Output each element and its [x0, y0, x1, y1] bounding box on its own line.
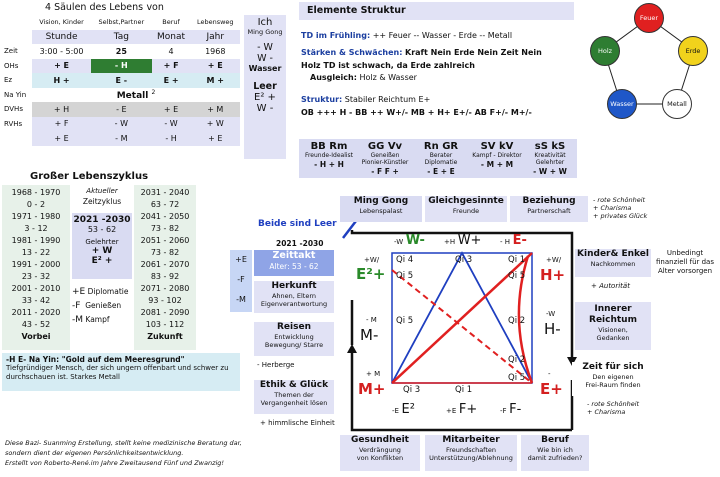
zeitzyklus-label: Zeitzyklus [82, 197, 122, 206]
ez-cell: H + [53, 75, 70, 85]
gleichgesinnte-box [425, 196, 507, 222]
ethik-title: Ethik & Glück [259, 380, 329, 390]
zeittakt-elements [230, 250, 252, 312]
stat-value: - E + E [427, 167, 455, 176]
cycle-years: 2071 - 2080 [140, 284, 190, 293]
qi-label: Qi 5 [508, 373, 526, 383]
cycle-age: 63 - 72 [150, 200, 180, 209]
qi-label: Qi 1 [455, 385, 473, 395]
role-cell: Beruf [162, 18, 180, 27]
right-small-2: -W [546, 310, 556, 318]
nayin-value: Metall [116, 90, 149, 101]
gleichgesinnte-title: Gleichgesinnte [428, 196, 504, 206]
dvhs-cell: - E [116, 104, 127, 114]
innerer-title-2: Reichtum [589, 315, 637, 325]
ohs-cell: + E [207, 61, 223, 71]
ich-sub: Ming Gong [247, 28, 283, 36]
rvhs-cell: - W [114, 119, 128, 129]
big-label: F+ [458, 402, 478, 417]
stat-title: BB Rm [310, 141, 348, 152]
leer-value: E² + [254, 92, 276, 103]
bottom-label-2 [446, 402, 477, 417]
holz-label: Holz [597, 47, 613, 55]
rvhs-cell: - H [165, 133, 177, 143]
row-label: Zeit [4, 47, 18, 56]
pillars-title-text: 4 Säulen des Lebens [45, 2, 144, 13]
zt-element: -F [237, 275, 245, 284]
stat-value: - M + M [480, 160, 514, 169]
left-small-1: +W/ [364, 256, 380, 264]
beruf-sub: Wie bin ich [537, 446, 573, 454]
cycle-age: 0 - 2 [26, 200, 46, 209]
innerer-title: Innerer [594, 304, 632, 314]
note-line: + privates Glück [593, 212, 648, 220]
ming-gong-box [340, 196, 422, 222]
cycle-years: 1991 - 2000 [11, 260, 61, 269]
cycle-age: 33 - 42 [21, 296, 51, 305]
left-big-1: E²+ [356, 265, 386, 283]
stat-value: - F F + [371, 167, 399, 176]
stat-sub: Kampf - Direktor [472, 152, 522, 159]
row-label: DVHs [2, 102, 32, 117]
zeittakt-years: 2021 -2030 [276, 239, 324, 248]
aktuell-label: Aktueller [86, 187, 118, 195]
zukunft-label: Zukunft [147, 332, 183, 341]
nayin-sup: 2 [151, 88, 156, 96]
stat-title: SV kV [480, 141, 514, 152]
struktur-label: Struktur: [301, 95, 343, 104]
zeit-cell: 4 [168, 46, 174, 56]
struktur-text: Stabiler Reichtum E+ [344, 95, 431, 104]
zt-element: +E [235, 255, 247, 264]
right-big-1: H+ [540, 266, 566, 284]
qi-label: Qi 2 [508, 355, 526, 365]
innerer-sub: Visionen, [598, 326, 628, 334]
bottom-label-3 [500, 402, 521, 417]
rvhs-cell: - M [115, 133, 128, 143]
beide-leer-label: Beide sind Leer [258, 219, 337, 229]
note-line: Unbedingt [666, 249, 704, 257]
cycle-age: 93 - 102 [148, 296, 182, 305]
zeittakt-box [254, 250, 334, 276]
reisen-sub: Entwicklung [274, 333, 314, 341]
cycle-age: 23 - 32 [21, 272, 51, 281]
beruf-title: Beruf [541, 435, 569, 445]
dvhs-cell: + E [163, 104, 179, 114]
qi-label: Qi 4 [396, 255, 414, 265]
unbedingt-note [652, 249, 718, 276]
ez-cell: E - [115, 75, 128, 85]
ethik-sub: Themen der [274, 391, 314, 399]
stat-title: Rn GR [423, 141, 459, 152]
stat-title: sS kS [534, 141, 566, 152]
beziehung-sub: Partnerschaft [527, 207, 571, 215]
rvhs-cell: + W [206, 119, 224, 129]
mitarbeiter-box [425, 435, 517, 471]
feuer-label: Feuer [639, 14, 659, 22]
cycle-title: Großer Lebenszyklus [30, 171, 149, 182]
left-big-3: M+ [358, 380, 386, 398]
zeit-cell: 3:00 - 5:00 [39, 46, 84, 56]
small-label: +H [444, 238, 456, 246]
rvhs-cell: + E [54, 133, 69, 143]
zeit-cell: 25 [115, 46, 127, 56]
disclaimer-line: Erstellt von Roberto-René.im Jahre Zweitausend Fünf und Zwanzig! [5, 459, 225, 467]
beruf-sub: damit zufrieden? [527, 454, 583, 462]
kampf-prefix: -M [72, 315, 84, 325]
beruf-box [521, 435, 589, 471]
note-line: + Charisma [593, 204, 632, 212]
ez-cell: M + [206, 75, 224, 85]
pillars-title-suffix: von [146, 2, 164, 13]
role-cell: Selbst,Partner [98, 18, 145, 27]
ethik-box [254, 380, 334, 414]
disclaimer-line: sondern dient der eigenen Persönlichkeitsentwicklung. [5, 449, 184, 457]
herkunft-sub: Ahnen, Eltern [271, 292, 317, 300]
kinder-sub: Nachkommen [590, 260, 636, 268]
right-small-3: - [548, 370, 551, 378]
beziehung-notes [593, 196, 647, 220]
gesundheit-sub: Verdrängung [359, 446, 401, 454]
role-cell: Vision, Kinder [39, 18, 84, 27]
stat-sub: Pionier-Künstler [361, 159, 409, 166]
rvhs-cell: + E [208, 133, 223, 143]
elemente-title: Elemente Struktur [299, 2, 574, 20]
reisen-title: Reisen [277, 322, 311, 332]
ez-cell: E + [163, 75, 179, 85]
ohs-cell: + E [54, 61, 70, 71]
metall-label: Metall [667, 100, 687, 108]
left-small-2: - M [366, 316, 377, 324]
ethik-note: + himmlische Einheit [260, 419, 335, 427]
gesundheit-title: Gesundheit [350, 435, 409, 445]
staerken-label: Stärken & Schwächen: [301, 48, 403, 57]
diplomatie-label: Diplomatie [87, 287, 129, 296]
gelehrter-label: Gelehrter [85, 238, 119, 246]
ausgleich-text: Holz & Wasser [359, 73, 417, 82]
gesundheit-box [340, 435, 420, 471]
cycle-age: 103 - 112 [145, 320, 185, 329]
gleichgesinnte-sub: Freunde [452, 207, 480, 215]
qi-label: Qi 2 [508, 316, 526, 326]
header-cell: Tag [113, 31, 129, 42]
note-line: - rote Schönheit [593, 196, 646, 204]
vorbei-label: Vorbei [21, 332, 51, 341]
stat-sub: Berater [429, 152, 453, 159]
cycle-years: 1968 - 1970 [11, 188, 61, 197]
header-cell: Stunde [45, 31, 78, 42]
rvhs-cell: + F [54, 119, 69, 129]
diplomatie-prefix: +E [72, 287, 86, 297]
cycle-years: 2031 - 2040 [140, 188, 190, 197]
ohs-cell: + F [163, 61, 179, 71]
ausgleich-label: Ausgleich: [310, 73, 357, 82]
cycle-age: 43 - 52 [21, 320, 51, 329]
stat-sub: Freunde-Idealist [304, 152, 354, 159]
mitarbeiter-sub: Unterstützung/Ablehnung [429, 454, 513, 462]
big-label: W- [405, 233, 425, 248]
mitarbeiter-title: Mitarbeiter [442, 435, 500, 445]
stat-sub: Gelehrter [535, 159, 565, 166]
gesundheit-sub: von Konflikten [356, 454, 404, 462]
note-head: -H E- Na Yin: "Gold auf dem Meeresgrund" [6, 355, 185, 364]
leer-title: Leer [253, 81, 277, 92]
header-cell: Jahr [206, 31, 225, 42]
leer-value: W - [256, 103, 274, 114]
ich-title: Ich [257, 17, 273, 28]
cycle-age: 3 - 12 [24, 224, 48, 233]
right-big-3: E+ [540, 380, 563, 398]
qi-label: Qi 5 [396, 316, 414, 326]
dvhs-cell: + M [207, 104, 224, 114]
td-label: TD im Frühling: [301, 31, 371, 40]
bottom-label-1 [392, 402, 415, 417]
cycle-years: 2001 - 2010 [11, 284, 61, 293]
zeit-cell: 1968 [205, 46, 226, 56]
ich-value: W - [257, 53, 273, 64]
current-e2: E² + [91, 256, 113, 266]
stat-sub: Geneißen [370, 152, 400, 159]
cycle-years: 2011 - 2020 [11, 308, 61, 317]
beziehung-box [510, 196, 588, 222]
zeittakt-alter: Alter: 53 - 62 [269, 262, 319, 271]
kinder-title: Kinder& Enkel [577, 249, 649, 259]
stat-sub: Diplomatie [424, 159, 458, 166]
cycle-years: 2051 - 2060 [140, 236, 190, 245]
cycle-age: 83 - 92 [150, 272, 180, 281]
cycle-years: 1981 - 1990 [11, 236, 61, 245]
zeittakt-title: Zeittakt [272, 250, 316, 261]
reisen-sub: Bewegung/ Starre [264, 341, 324, 349]
erde-label: Erde [685, 47, 701, 55]
row-label: OHs [2, 59, 32, 74]
row-label: Ez [2, 73, 32, 88]
left-small-3: + M [366, 370, 381, 378]
cycle-age: 13 - 22 [21, 248, 51, 257]
beziehung-title: Beziehung [522, 196, 576, 206]
herkunft-title: Herkunft [271, 281, 317, 291]
dvhs-cell: + H [53, 104, 70, 114]
cycle-years: 1971 - 1980 [11, 212, 61, 221]
ming-gong-sub: Lebenspalast [359, 207, 403, 215]
ich-value: - W [257, 42, 273, 53]
ohs-cell-highlight: - H [91, 59, 151, 74]
note-line: + Charisma [587, 408, 626, 416]
cycle-years: 2081 - 2090 [140, 308, 190, 317]
right-big-2: H- [544, 320, 561, 338]
td-text: ++ Feuer -- Wasser - Erde -- Metall [372, 31, 513, 40]
qi-label: Qi 5 [396, 271, 414, 281]
qi-label: Qi 3 [403, 385, 421, 395]
geniessen-prefix: -F [72, 301, 81, 311]
reisen-note: - Herberge [257, 361, 295, 369]
qi-label: Qi 1 [508, 255, 526, 265]
current-age: 53 - 62 [87, 225, 117, 234]
ethik-sub: Vergangenheit lösen [260, 399, 328, 407]
kampf-label: Kampf [85, 315, 110, 324]
role-cell: Lebensweg [196, 18, 234, 27]
top-label-3 [500, 233, 527, 248]
herkunft-box [254, 281, 334, 313]
zt-element: -M [236, 295, 246, 304]
kinder-note: + Autorität [591, 282, 630, 290]
cycle-years: 2041 - 2050 [140, 212, 190, 221]
qi-label: Qi 5 [508, 271, 526, 281]
mitarbeiter-sub: Freundschaften [445, 446, 497, 454]
ich-element: Wasser [248, 64, 282, 73]
note-line: finanziell für das [656, 258, 714, 266]
zeit-title: Zeit für sich [582, 362, 644, 372]
small-label: +E [446, 407, 457, 415]
staerken-text: Kraft Nein Erde Nein Zeit Nein [405, 48, 542, 57]
disclaimer-line: Diese Bazi- Suanming Erstellung, stellt keine medizinische Beratung dar, [5, 439, 242, 447]
herkunft-sub: Eigenverantwortung [260, 300, 328, 308]
geniessen-label: Genießen [85, 301, 122, 310]
cycle-age: 73 - 82 [150, 224, 180, 233]
ob-line: OB +++ H - BB ++ W+/- MB + H+ E+/- AB F+/- M+/- [301, 108, 532, 117]
stat-value: - W + W [533, 167, 567, 176]
small-label: -W [394, 238, 404, 246]
note-body: Tiefgründiger Mensch, der sich ungern offenbart und schwer zu durchschauen ist. Starkes Metall [6, 364, 229, 381]
current-plus-w: + W [91, 246, 113, 256]
small-label: -F [500, 407, 507, 415]
big-label: E² [401, 402, 415, 417]
note-line: Alter vorsorgen [657, 267, 713, 275]
big-label: E- [512, 233, 527, 248]
innerer-reichtum-box [575, 302, 651, 350]
holz-line: Holz TD ist schwach, da Erde zahlreich [301, 61, 475, 70]
cycle-age: 73 - 82 [150, 248, 180, 257]
row-label: RVHs [2, 117, 32, 132]
zeit-sub: Frei-Raum finden [585, 381, 641, 389]
kinder-box [575, 249, 651, 277]
row-label: Na Yin [4, 90, 27, 99]
rvhs-cell: - W [164, 119, 178, 129]
stat-title: GG Vv [367, 141, 403, 152]
zeit-notes [587, 400, 639, 416]
small-label: -E [392, 407, 399, 415]
note-line: - rote Schönheit [587, 400, 640, 408]
innerer-sub: Gedanken [596, 334, 630, 342]
cycle-years: 2061 - 2070 [140, 260, 190, 269]
stat-value: - H + H [314, 160, 344, 169]
top-label-1 [394, 233, 425, 248]
wasser-label: Wasser [610, 100, 634, 108]
zeit-sub: Den eigenen [592, 373, 634, 381]
left-big-2: M- [360, 326, 379, 344]
big-label: W+ [457, 233, 482, 248]
qi-label: Qi 3 [455, 255, 473, 265]
stat-sub: Kreativität [534, 152, 566, 159]
current-years: 2021 -2030 [73, 215, 131, 225]
right-small-1: +W/ [546, 256, 562, 264]
zeit-box [572, 362, 654, 396]
big-label: F- [509, 402, 522, 417]
reisen-box [254, 322, 334, 356]
small-label: - H [500, 238, 511, 246]
header-cell: Monat [157, 31, 186, 42]
ming-gong-title: Ming Gong [353, 196, 409, 206]
top-label-2 [444, 233, 481, 248]
